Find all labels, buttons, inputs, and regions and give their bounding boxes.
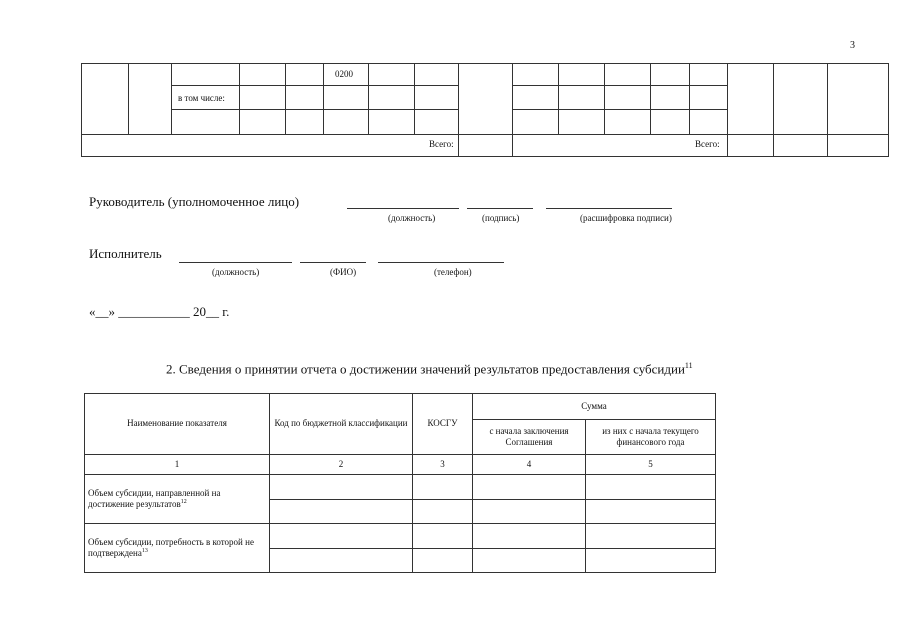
table-cell[interactable]: [586, 499, 716, 523]
table-cell[interactable]: [413, 475, 473, 499]
table-cell[interactable]: [270, 548, 413, 572]
table-cell[interactable]: [270, 524, 413, 548]
row-label-directed-subsidy: [85, 475, 270, 524]
code-cell: 0200: [335, 69, 353, 79]
header-since-year: из них с начала текущего финансового года: [586, 420, 716, 455]
table-cell[interactable]: [586, 548, 716, 572]
table-col-divider: [368, 63, 369, 135]
table-col-divider: [458, 63, 459, 157]
row-footnote: 13: [141, 548, 148, 555]
table-border-top: [81, 63, 889, 64]
table-cell[interactable]: [413, 524, 473, 548]
table-col-divider: [558, 63, 559, 135]
table-col-divider: [128, 63, 129, 135]
table-border-bottom: [81, 156, 889, 157]
table-cell[interactable]: [586, 475, 716, 499]
table-row-divider: [512, 85, 727, 86]
table-col-divider: [827, 63, 828, 157]
table-border-left: [81, 63, 82, 157]
table-row: [85, 524, 716, 548]
table-row: [85, 475, 716, 499]
position-line[interactable]: [347, 208, 459, 209]
table-cell[interactable]: [413, 548, 473, 572]
section-title: [166, 361, 693, 377]
column-number: 2: [270, 455, 413, 475]
header-budget-code: Код по бюджетной классификации: [270, 394, 413, 455]
report-acceptance-table: [84, 393, 716, 573]
table-col-divider: [171, 63, 172, 135]
total-label-right: Всего:: [695, 139, 720, 149]
header-since-agreement: с начала заключения Соглашения: [473, 420, 586, 455]
table-col-divider: [650, 63, 651, 135]
table-cell[interactable]: [586, 524, 716, 548]
table-cell[interactable]: [270, 475, 413, 499]
decoding-caption: (расшифровка подписи): [580, 213, 672, 223]
table-cell[interactable]: [473, 524, 586, 548]
table-cell[interactable]: [270, 499, 413, 523]
section-title-footnote: 11: [684, 361, 693, 370]
executor-phone-line[interactable]: [378, 262, 504, 263]
table-col-divider: [239, 63, 240, 135]
executor-name-line[interactable]: [300, 262, 366, 263]
table-row-divider: [512, 109, 727, 110]
column-number: 3: [413, 455, 473, 475]
table-cell[interactable]: [473, 548, 586, 572]
executor-label: Исполнитель: [89, 246, 162, 261]
head-label: Руководитель (уполномоченное лицо): [89, 194, 300, 209]
header-kosgu: КОСГУ: [413, 394, 473, 455]
including-label: в том числе:: [178, 93, 225, 103]
table-col-divider: [512, 63, 513, 157]
table-cell[interactable]: [413, 499, 473, 523]
signature-decoding-line[interactable]: [546, 208, 672, 209]
date-line: «__» ___________ 20__ г.: [89, 304, 230, 319]
executor-position-caption: (должность): [212, 267, 260, 277]
table-col-divider: [773, 63, 774, 157]
executor-name-caption: (ФИО): [330, 267, 357, 277]
table-cell[interactable]: [473, 475, 586, 499]
table-col-divider: [323, 63, 324, 135]
header-indicator-name: Наименование показателя: [85, 394, 270, 455]
executor-phone-caption: (телефон): [434, 267, 472, 277]
signature-caption: (подпись): [482, 213, 520, 223]
position-caption: (должность): [388, 213, 436, 223]
row-label-unconfirmed-subsidy: [85, 524, 270, 573]
section-title-text: 2. Сведения о принятии отчета о достижении значений результатов предоставления субсидии: [166, 361, 685, 377]
table-col-divider: [727, 63, 728, 157]
executor-position-line[interactable]: [179, 262, 292, 263]
table-col-divider: [604, 63, 605, 135]
table-col-divider: [689, 63, 690, 135]
table-col-divider: [414, 63, 415, 135]
row-label-text: Объем субсидии, потребность в которой не подтверждена: [88, 536, 254, 559]
page-number: 3: [850, 40, 855, 51]
table-border-right: [888, 63, 889, 157]
table-row-divider: [81, 134, 889, 135]
column-number: 1: [85, 455, 270, 475]
row-label-text: Объем субсидии, направленной на достижение результатов: [88, 488, 221, 510]
signature-line[interactable]: [467, 208, 533, 209]
total-label-left: Всего:: [429, 139, 454, 149]
table-cell[interactable]: [473, 499, 586, 523]
row-footnote: 12: [180, 499, 187, 506]
top-continuation-table: [81, 63, 889, 157]
table-col-divider: [285, 63, 286, 135]
column-number: 5: [586, 455, 716, 475]
column-number: 4: [473, 455, 586, 475]
header-sum: Сумма: [473, 394, 716, 420]
